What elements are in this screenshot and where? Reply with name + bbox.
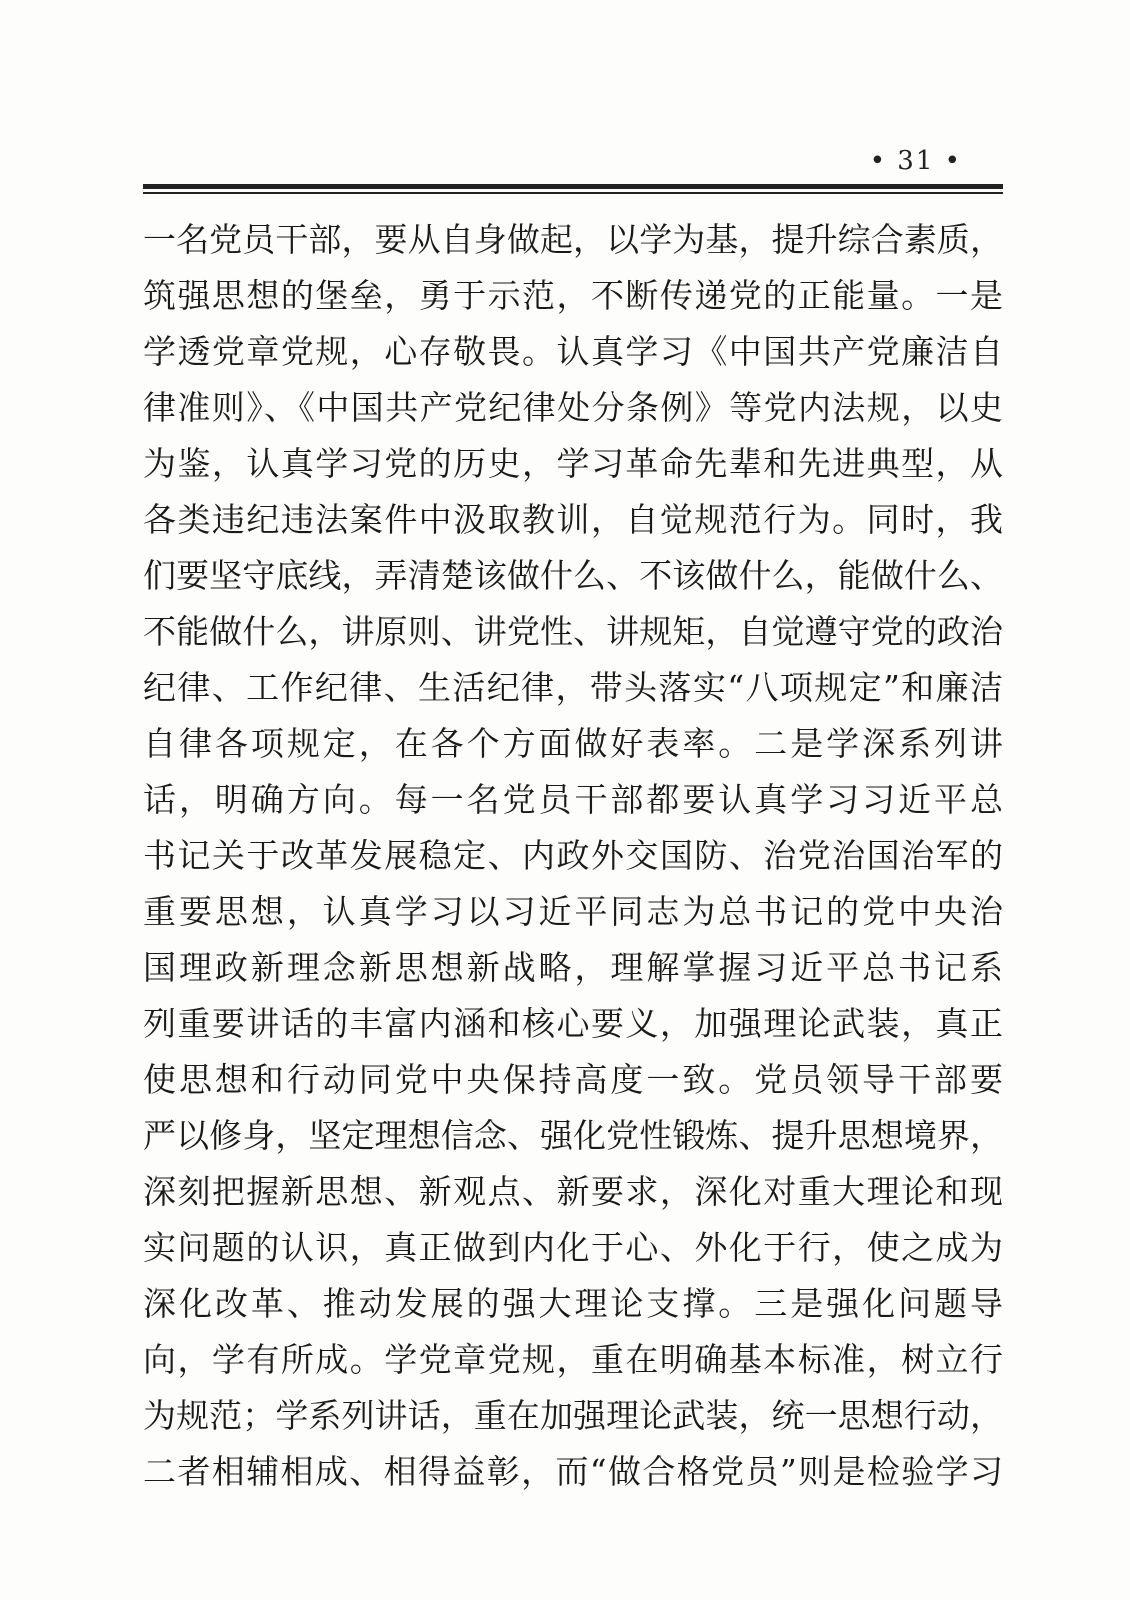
text-line: 重要思想，认真学习以习近平同志为总书记的党中央治 bbox=[143, 892, 1003, 931]
text-line: 一名党员干部，要从自身做起，以学为基，提升综合素质， bbox=[143, 220, 1003, 259]
text-line: 二者相辅相成、相得益彰，而“做合格党员”则是检验学习 bbox=[143, 1452, 1003, 1491]
body-text bbox=[143, 212, 1003, 1500]
text-line: 自律各项规定，在各个方面做好表率。二是学深系列讲 bbox=[143, 724, 1003, 763]
text-line: 为鉴，认真学习党的历史，学习革命先辈和先进典型，从 bbox=[143, 444, 1003, 483]
text-line: 律准则》、《中国共产党纪律处分条例》等党内法规，以史 bbox=[143, 388, 1003, 427]
text-line: 学透党章党规，心存敬畏。认真学习《中国共产党廉洁自 bbox=[143, 332, 1003, 371]
header-rule-thin bbox=[143, 192, 1003, 194]
text-line: 筑强思想的堡垒，勇于示范，不断传递党的正能量。一是 bbox=[143, 276, 1003, 315]
text-line: 各类违纪违法案件中汲取教训，自觉规范行为。同时，我 bbox=[143, 500, 1003, 539]
text-line: 们要坚守底线，弄清楚该做什么、不该做什么，能做什么、 bbox=[143, 556, 1003, 595]
page-number: • 31 • bbox=[869, 146, 962, 176]
text-line: 使思想和行动同党中央保持高度一致。党员领导干部要 bbox=[143, 1060, 1003, 1099]
text-line: 深化改革、推动发展的强大理论支撑。三是强化问题导 bbox=[143, 1284, 1003, 1323]
text-line: 向，学有所成。学党章党规，重在明确基本标准，树立行 bbox=[143, 1340, 1003, 1379]
text-line: 国理政新理念新思想新战略，理解掌握习近平总书记系 bbox=[143, 948, 1003, 987]
text-line: 严以修身，坚定理想信念、强化党性锻炼、提升思想境界， bbox=[143, 1116, 1003, 1155]
text-line: 话，明确方向。每一名党员干部都要认真学习习近平总 bbox=[143, 780, 1003, 819]
header-rule bbox=[143, 184, 1003, 196]
text-line: 实问题的认识，真正做到内化于心、外化于行，使之成为 bbox=[143, 1228, 1003, 1267]
text-line: 深刻把握新思想、新观点、新要求，深化对重大理论和现 bbox=[143, 1172, 1003, 1211]
text-line: 列重要讲话的丰富内涵和核心要义，加强理论武装，真正 bbox=[143, 1004, 1003, 1043]
header-rule-thick bbox=[143, 184, 1003, 189]
text-line: 纪律、工作纪律、生活纪律，带头落实“八项规定”和廉洁 bbox=[143, 668, 1003, 707]
text-line: 不能做什么，讲原则、讲党性、讲规矩，自觉遵守党的政治 bbox=[143, 612, 1003, 651]
text-line: 为规范；学系列讲话，重在加强理论武装，统一思想行动， bbox=[143, 1396, 1003, 1435]
text-line: 书记关于改革发展稳定、内政外交国防、治党治国治军的 bbox=[143, 836, 1003, 875]
